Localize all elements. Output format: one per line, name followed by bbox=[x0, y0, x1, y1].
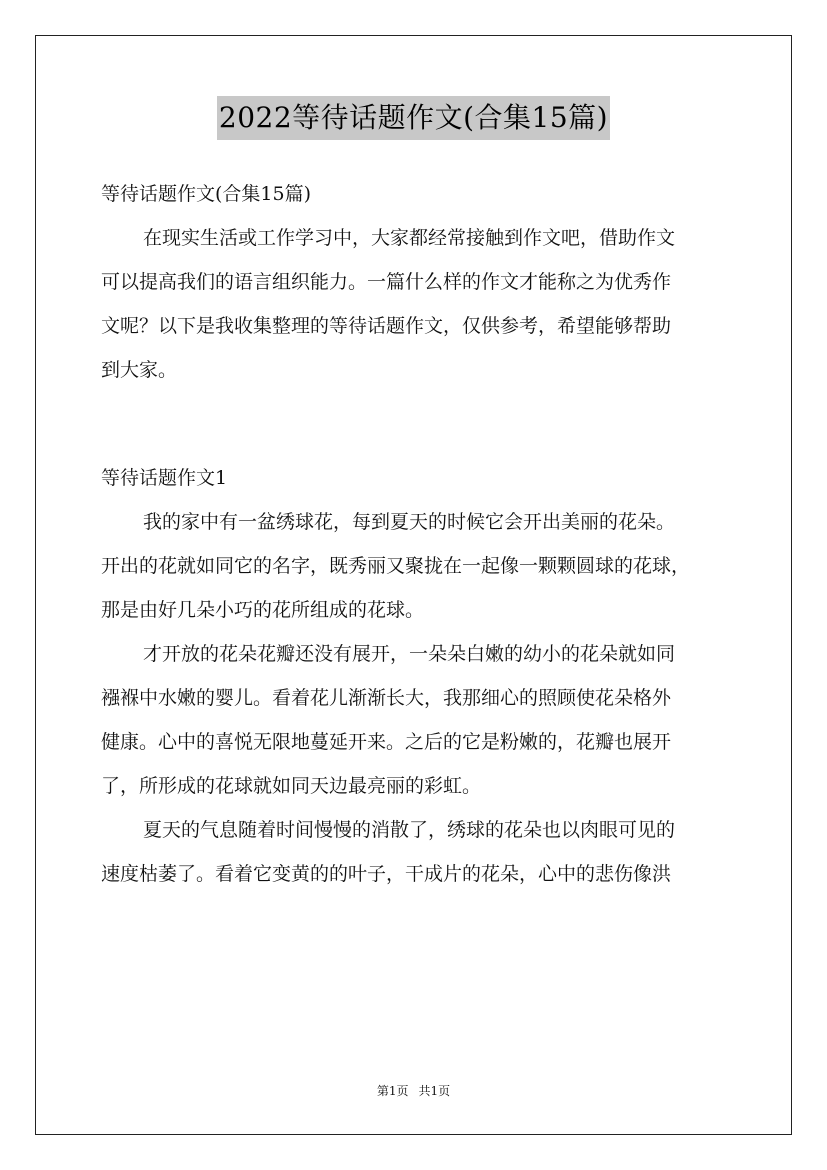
paragraph-line: 了，所形成的花球就如同天边最亮丽的彩虹。 bbox=[101, 775, 482, 797]
paragraph-line: 襁褓中水嫩的婴儿。看着花儿渐渐长大，我那细心的照顾使花朵格外 bbox=[101, 687, 672, 709]
page-footer bbox=[0, 1081, 827, 1101]
subtitle-line: 等待话题作文(合集15篇) bbox=[101, 183, 312, 205]
paragraph-line: 才开放的花朵花瓣还没有展开，一朵朵白嫩的幼小的花朵就如同 bbox=[143, 643, 676, 665]
page-total: 共1页 bbox=[418, 1084, 451, 1098]
intro-paragraph-line: 可以提高我们的语言组织能力。一篇什么样的作文才能称之为优秀作 bbox=[101, 271, 672, 293]
section-gap bbox=[101, 392, 727, 456]
title-area bbox=[0, 96, 827, 140]
paragraph-line: 我的家中有一盆绣球花，每到夏天的时候它会开出美丽的花朵。 bbox=[143, 511, 676, 533]
paragraph-line: 夏天的气息随着时间慢慢的消散了，绣球的花朵也以肉眼可见的 bbox=[143, 819, 676, 841]
document-body bbox=[101, 172, 727, 896]
intro-paragraph-line: 文呢？以下是我收集整理的等待话题作文，仅供参考，希望能够帮助 bbox=[101, 315, 672, 337]
document-title: 2022等待话题作文(合集15篇) bbox=[217, 96, 610, 140]
section-heading: 等待话题作文1 bbox=[101, 467, 228, 489]
paragraph-line: 速度枯萎了。看着它变黄的的叶子，干成片的花朵，心中的悲伤像洪 bbox=[101, 863, 672, 885]
paragraph-line: 那是由好几朵小巧的花所组成的花球。 bbox=[101, 599, 425, 621]
paragraph-line: 健康。心中的喜悦无限地蔓延开来。之后的它是粉嫩的，花瓣也展开 bbox=[101, 731, 672, 753]
paragraph-line: 开出的花就如同它的名字，既秀丽又聚拢在一起像一颗颗圆球的花球， bbox=[101, 555, 691, 577]
page-number: 第1页 bbox=[376, 1084, 409, 1098]
intro-paragraph-line: 在现实生活或工作学习中，大家都经常接触到作文吧，借助作文 bbox=[143, 227, 676, 249]
intro-paragraph-line: 到大家。 bbox=[101, 359, 178, 381]
